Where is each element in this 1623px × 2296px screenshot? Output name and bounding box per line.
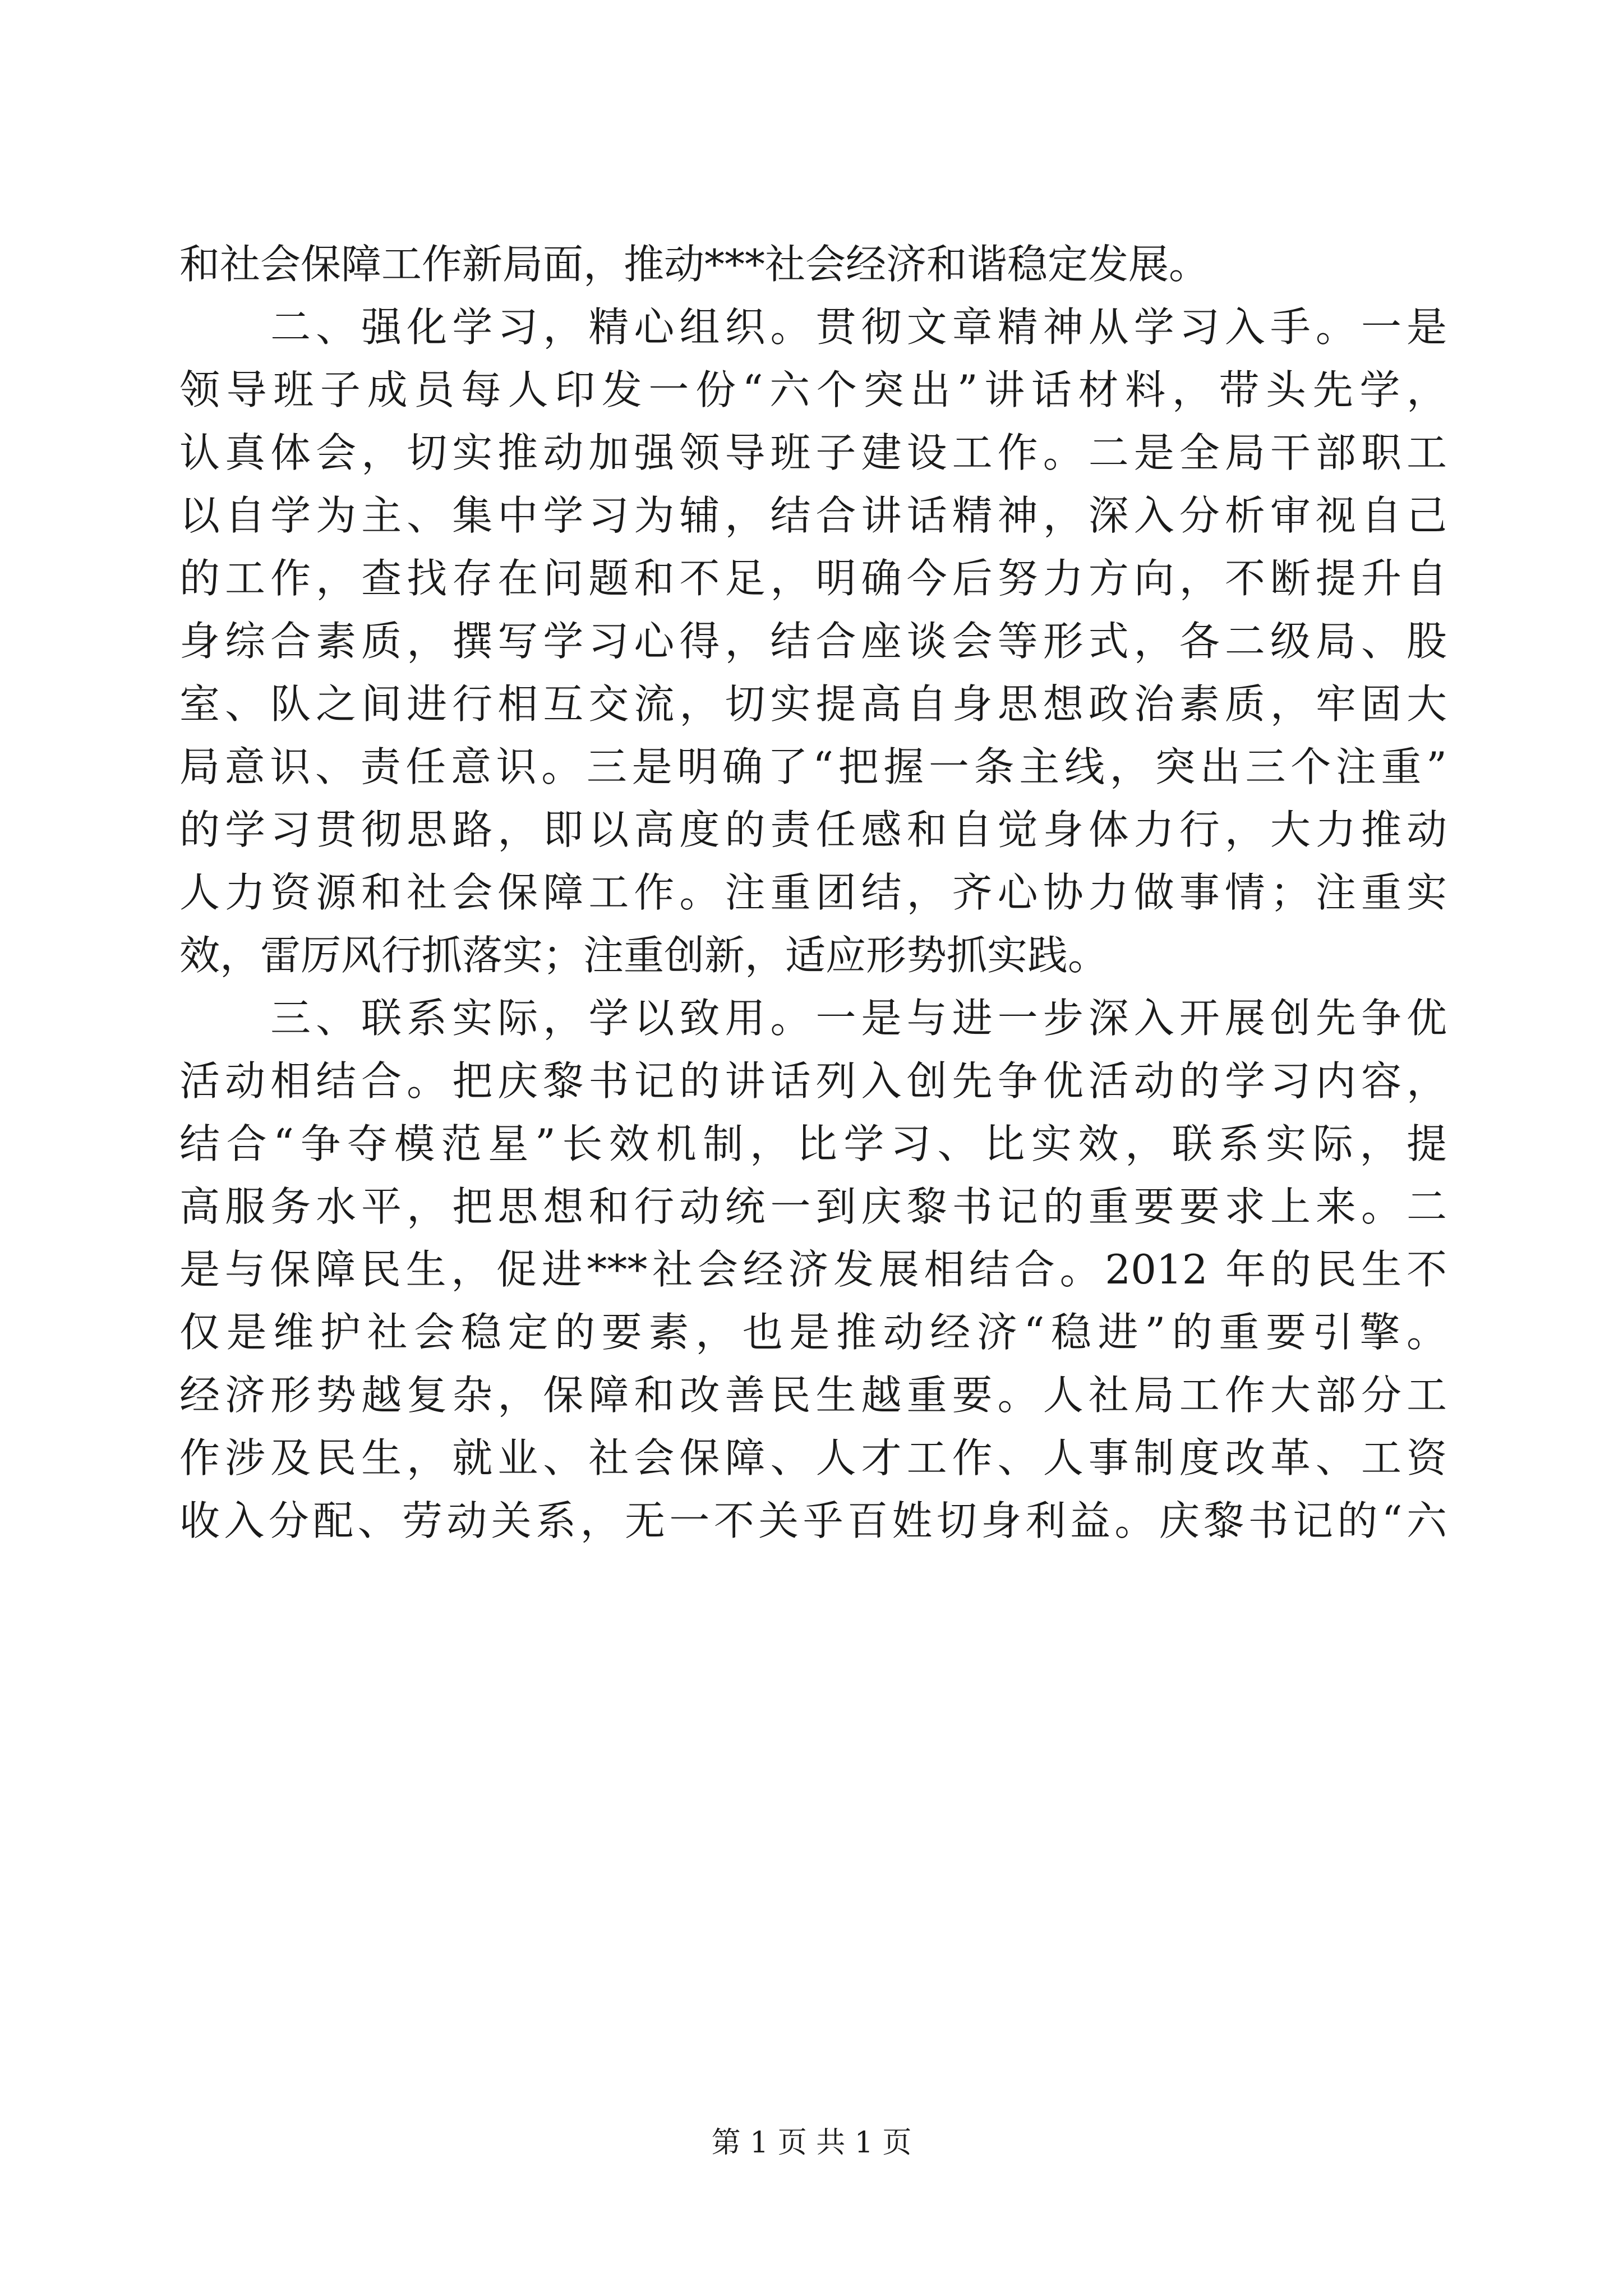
text-line: 领导班子成员每人印发一份“六个突出”讲话材料，带头先学， — [179, 366, 1447, 413]
text-line: 仅是维护社会稳定的要素，也是推动经济“稳进”的重要引擎。 — [179, 1309, 1447, 1356]
text-line: 认真体会，切实推动加强领导班子建设工作。二是全局干部职工 — [179, 429, 1447, 476]
text-line: 二、强化学习，精心组织。贯彻文章精神从学习入手。一是 — [179, 303, 1447, 351]
text-line: 活动相结合。把庆黎书记的讲话列入创先争优活动的学习内容， — [179, 1057, 1447, 1105]
text-line: 是与保障民生，促进***社会经济发展相结合。2012 年的民生不 — [179, 1246, 1447, 1293]
text-line: 高服务水平，把思想和行动统一到庆黎书记的重要要求上来。二 — [179, 1183, 1447, 1230]
text-line: 收入分配、劳动关系，无一不关乎百姓切身利益。庆黎书记的“六 — [179, 1497, 1447, 1544]
text-line: 人力资源和社会保障工作。注重团结，齐心协力做事情；注重实 — [179, 869, 1447, 916]
page-footer: 第 1 页 共 1 页 — [711, 2126, 912, 2160]
document-body — [179, 233, 1447, 1552]
text-line: 的学习贯彻思路，即以高度的责任感和自觉身体力行，大力推动 — [179, 806, 1447, 853]
text-line: 结合“争夺模范星”长效机制，比学习、比实效，联系实际，提 — [179, 1120, 1447, 1167]
text-line: 局意识、责任意识。三是明确了“把握一条主线，突出三个注重” — [179, 743, 1447, 790]
text-line: 效，雷厉风行抓落实；注重创新，适应形势抓实践。 — [179, 932, 1109, 979]
text-line: 作涉及民生，就业、社会保障、人才工作、人事制度改革、工资 — [179, 1434, 1447, 1481]
text-line: 身综合素质，撰写学习心得，结合座谈会等形式，各二级局、股 — [179, 618, 1447, 665]
text-line: 三、联系实际，学以致用。一是与进一步深入开展创先争优 — [179, 995, 1447, 1042]
text-line: 的工作，查找存在问题和不足，明确今后努力方向，不断提升自 — [179, 555, 1447, 602]
text-line: 经济形势越复杂，保障和改善民生越重要。人社局工作大部分工 — [179, 1372, 1447, 1419]
text-line: 和社会保障工作新局面，推动***社会经济和谐稳定发展。 — [179, 241, 1210, 288]
text-line: 以自学为主、集中学习为辅，结合讲话精神，深入分析审视自己 — [179, 492, 1447, 539]
text-line: 室、队之间进行相互交流，切实提高自身思想政治素质，牢固大 — [179, 680, 1447, 728]
